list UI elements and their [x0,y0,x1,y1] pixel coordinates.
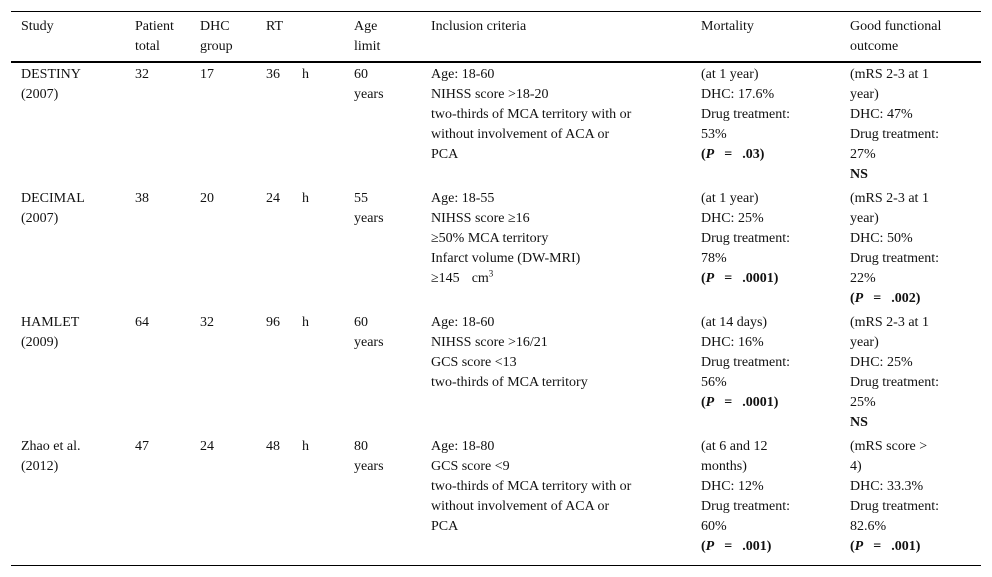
line: 80 [354,439,368,454]
line: DHC: 16% [701,335,764,350]
line: (mRS 2-3 at 1 [850,315,929,330]
line: (at 1 year) [701,67,759,82]
p-symbol: P [854,291,864,306]
table-top-rule [11,11,981,12]
cell-good-outcome [850,313,939,433]
line: without involvement of ACA or [431,127,610,142]
p-value [850,289,939,309]
header-good-outcome [850,17,941,57]
line: Drug treatment: [701,107,791,122]
line: (mRS 2-3 at 1 [850,67,929,82]
p-eq: = [873,539,882,554]
line: 82.6% [850,519,887,534]
cell-rt-unit: h [302,439,309,454]
line: PCA [431,147,459,162]
cell-dhc-group: 32 [200,315,214,330]
p-val: .002 [891,291,916,306]
cell-good-outcome [850,65,939,185]
line: years [354,459,384,474]
line: DHC: 25% [850,355,913,370]
cell-age-limit [354,189,384,229]
line: NIHSS score >18-20 [431,87,549,102]
header-line: limit [354,39,381,54]
line: DHC: 33.3% [850,479,924,494]
cell-patient-total: 64 [135,315,149,330]
line: Drug treatment: [701,231,791,246]
p-close: ) [773,395,779,410]
header-line: Inclusion criteria [431,19,527,34]
line: 55 [354,191,368,206]
line: Drug treatment: [850,499,940,514]
cell-rt-value: 48 [266,439,280,454]
p-val: .0001 [742,271,774,286]
line: Drug treatment: [850,375,940,390]
line: 60% [701,519,727,534]
line: Drug treatment: [701,355,791,370]
cell-study [21,189,85,229]
cell-mortality [701,313,790,413]
p-value [850,537,939,557]
cell-patient-total: 47 [135,439,149,454]
p-close: ) [915,291,921,306]
p-value [701,393,790,413]
line: DHC: 50% [850,231,913,246]
line: 78% [701,251,727,266]
header-patient-total [135,17,174,57]
header-line: DHC [200,19,230,34]
p-open: ( [701,395,706,410]
line: Drug treatment: [850,251,940,266]
cell-rt-unit: h [302,315,309,330]
p-eq: = [873,291,882,306]
cell-inclusion [431,189,580,289]
table-header-rule [11,61,981,63]
cell-good-outcome [850,189,939,309]
cell-rt-value: 36 [266,67,280,82]
p-open: ( [850,291,855,306]
volume-unit-exponent: 3 [488,268,494,279]
significance-label: NS [850,167,868,182]
cell-mortality [701,65,790,165]
line: Zhao et al. [21,439,81,454]
cell-good-outcome [850,437,939,557]
header-line: Age [354,19,378,34]
cell-patient-total: 38 [135,191,149,206]
line: year) [850,87,879,102]
header-line: outcome [850,39,899,54]
cell-age-limit [354,65,384,105]
table-bottom-rule [11,565,981,566]
line: DECIMAL [21,191,85,206]
p-open: ( [701,147,706,162]
line: (2009) [21,335,59,350]
cell-study [21,437,80,477]
line: 60 [354,315,368,330]
header-line: RT [266,19,284,34]
line: NIHSS score ≥16 [431,211,530,226]
p-symbol: P [705,539,715,554]
header-rt [266,17,283,37]
p-eq: = [724,271,733,286]
p-value [701,537,790,557]
header-age-limit [354,17,380,57]
p-eq: = [724,395,733,410]
p-close: ) [915,539,921,554]
p-open: ( [850,539,855,554]
volume-value: ≥145 [431,271,460,286]
cell-study [21,313,79,353]
p-val: .001 [742,539,767,554]
p-value [701,145,790,165]
line: DHC: 12% [701,479,764,494]
p-symbol: P [705,395,715,410]
line: ≥50% MCA territory [431,231,549,246]
header-line: total [135,39,160,54]
line: 60 [354,67,368,82]
line: (mRS 2-3 at 1 [850,191,929,206]
p-symbol: P [705,271,715,286]
line: NIHSS score >16/21 [431,335,548,350]
line: (2007) [21,211,59,226]
cell-age-limit [354,437,384,477]
line: years [354,87,384,102]
p-eq: = [724,539,733,554]
line: (at 1 year) [701,191,759,206]
p-close: ) [773,271,779,286]
header-line: Mortality [701,19,754,34]
header-dhc-group [200,17,233,57]
line: year) [850,335,879,350]
cell-rt-value: 24 [266,191,280,206]
line: Drug treatment: [850,127,940,142]
line: years [354,211,384,226]
line: Age: 18-60 [431,67,495,82]
cell-mortality [701,189,790,289]
line: without involvement of ACA or [431,499,610,514]
line: 56% [701,375,727,390]
line: GCS score <13 [431,355,517,370]
cell-rt-unit: h [302,67,309,82]
header-line: group [200,39,233,54]
cell-rt-unit: h [302,191,309,206]
line: 25% [850,395,876,410]
header-inclusion [431,17,526,37]
header-study-line: Study [21,19,54,34]
line: years [354,335,384,350]
p-open: ( [701,539,706,554]
line: 22% [850,271,876,286]
cell-mortality [701,437,790,557]
line: PCA [431,519,459,534]
line: (mRS score > [850,439,928,454]
volume-unit: cm [471,271,489,286]
cell-inclusion [431,65,631,165]
cell-age-limit [354,313,384,353]
cell-rt-value: 96 [266,315,280,330]
p-val: .0001 [742,395,774,410]
line: year) [850,211,879,226]
header-mortality [701,17,754,37]
line: Age: 18-60 [431,315,495,330]
line: DHC: 47% [850,107,913,122]
line: HAMLET [21,315,80,330]
line: (2007) [21,87,59,102]
header-study [21,17,54,37]
line: months) [701,459,747,474]
infarct-volume-line [431,269,580,289]
significance-label: NS [850,415,868,430]
p-value [701,269,790,289]
line: (2012) [21,459,59,474]
cell-dhc-group: 17 [200,67,214,82]
line: (at 6 and 12 [701,439,768,454]
line: Drug treatment: [701,499,791,514]
line: Infarct volume (DW-MRI) [431,251,581,266]
cell-patient-total: 32 [135,67,149,82]
cell-inclusion [431,437,631,537]
p-open: ( [701,271,706,286]
p-close: ) [766,539,772,554]
line: DESTINY [21,67,81,82]
line: (at 14 days) [701,315,768,330]
line: two-thirds of MCA territory with or [431,107,632,122]
p-symbol: P [854,539,864,554]
cell-inclusion [431,313,588,393]
line: 27% [850,147,876,162]
line: Age: 18-80 [431,439,495,454]
header-line: Patient [135,19,174,34]
line: GCS score <9 [431,459,510,474]
cell-study [21,65,81,105]
line: DHC: 25% [701,211,764,226]
line: two-thirds of MCA territory with or [431,479,632,494]
line: Age: 18-55 [431,191,495,206]
line: 4) [850,459,862,474]
cell-dhc-group: 20 [200,191,214,206]
line: DHC: 17.6% [701,87,775,102]
line: 53% [701,127,727,142]
p-eq: = [724,147,733,162]
line: two-thirds of MCA territory [431,375,588,390]
cell-dhc-group: 24 [200,439,214,454]
p-close: ) [759,147,765,162]
p-symbol: P [705,147,715,162]
p-val: .001 [891,539,916,554]
p-val: .03 [742,147,760,162]
header-line: Good functional [850,19,942,34]
